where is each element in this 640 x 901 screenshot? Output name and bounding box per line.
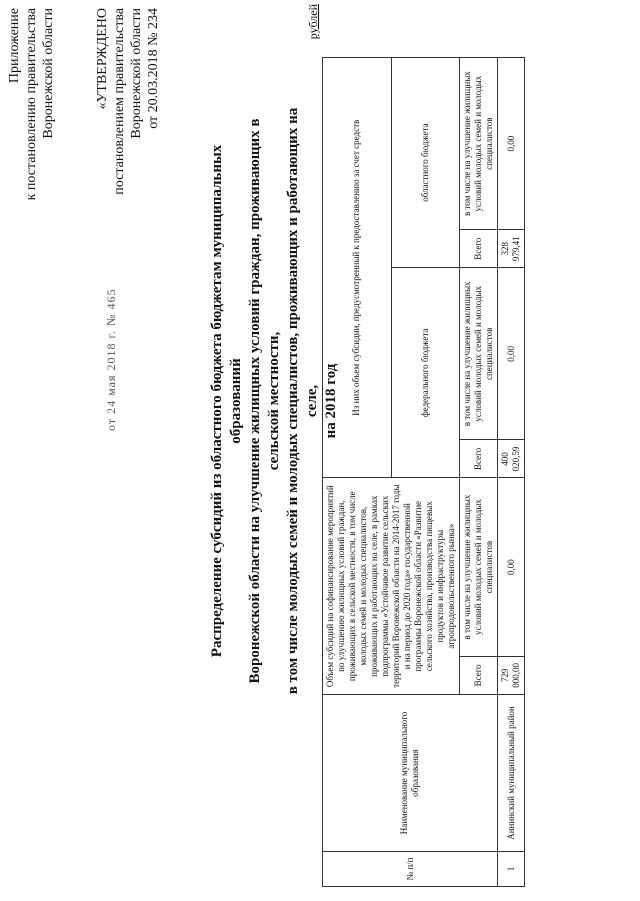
- table-row: [498, 58, 525, 887]
- cell-volume-young: 0,00: [498, 478, 525, 656]
- header-row: [323, 58, 392, 887]
- header-cell-total: Всего: [460, 440, 498, 478]
- header-cell-name: Наименование муниципального образования: [323, 695, 498, 852]
- date-stamp: от 24 мая 2018 г. № 465: [104, 288, 118, 431]
- header-cell-no: № п/п: [323, 852, 498, 887]
- approved-line: Воронежской области: [129, 8, 144, 139]
- approved-line: от 20.03.2018 № 234: [146, 8, 161, 129]
- cell-federal-total: 400 020,59: [498, 440, 525, 478]
- title-line: Распределение субсидий из областного бюджета бюджетам муниципальных образований: [209, 144, 244, 658]
- header-cell-regional: областного бюджета: [391, 58, 460, 268]
- approved-block: [94, 8, 162, 195]
- appendix-line: Приложение: [7, 8, 22, 84]
- approved-line: постановлением правительства: [112, 8, 127, 195]
- approved-line: «УТВЕРЖДЕНО: [95, 8, 110, 110]
- units-label: рублей: [306, 4, 320, 40]
- cell-regional-total: 328 979,41: [498, 230, 525, 268]
- cell-no: 1: [498, 852, 525, 887]
- cell-volume-total: 729 000,00: [498, 656, 525, 694]
- header-cell-sources: Из них объем субсидии, предусмотренный к предоставлению за счет средств: [323, 58, 392, 478]
- appendix-block: [6, 8, 57, 200]
- header-cell-young: в том числе на улучшение жилищных условий молодых семей и молодых специалистов: [460, 58, 498, 230]
- header-cell-young: в том числе на улучшение жилищных условий молодых семей и молодых специалистов: [460, 478, 498, 656]
- cell-federal-young: 0,00: [498, 268, 525, 440]
- title-line: Воронежской области на улучшение жилищных условий граждан, проживающих в сельской местности,: [247, 118, 282, 684]
- header-cell-total: Всего: [460, 230, 498, 268]
- cell-name: Аннинский муниципальный район: [498, 695, 525, 852]
- header-cell-volume: Объем субсидий на софинансирование мероприятий по улучшению жилищных условий граждан, проживающих в сельской местности, в том числе молодых семей и молодых специалистов, проживающих и работающих на селе, в рамках подпрограммы «Устойчивое развитие сельских территорий Воронежской области на 2014-2017 годы и на период до 2020 года» государственной программы Воронежской области «Развитие сельского хозяйства, производства пищевых продуктов и инфраструктуры агропродовольственного рынка»: [323, 478, 460, 695]
- title-line: на 2018 год: [323, 363, 339, 439]
- title-line: в том числе молодых семей и молодых специалистов, проживающих и работающих на селе,: [285, 107, 320, 695]
- header-cell-total: Всего: [460, 656, 498, 694]
- appendix-line: Воронежской области: [41, 8, 56, 139]
- header-cell-federal: федерального бюджета: [391, 268, 460, 478]
- header-cell-young: в том числе на улучшение жилищных условий молодых семей и молодых специалистов: [460, 268, 498, 440]
- subsidy-table: [322, 57, 525, 887]
- appendix-line: к постановлению правительства: [24, 8, 39, 201]
- cell-regional-young: 0,00: [498, 58, 525, 230]
